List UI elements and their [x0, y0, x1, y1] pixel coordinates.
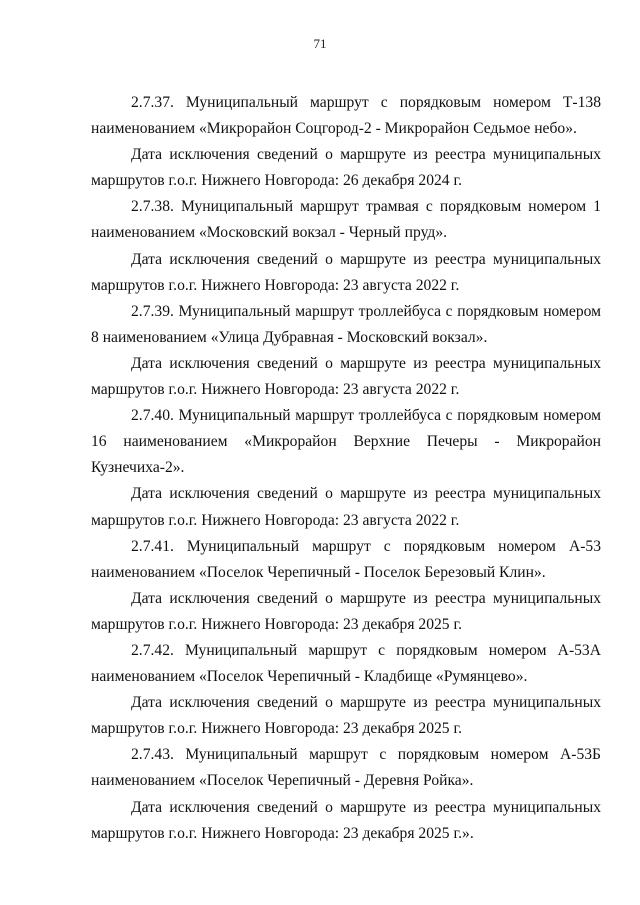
document-body	[91, 90, 601, 847]
exclusion-date: Дата исключения сведений о маршруте из реестра муниципальных маршрутов г.о.г. Нижнего Новгорода: 23 декабря 2025 г.	[91, 694, 601, 738]
exclusion-date: Дата исключения сведений о маршруте из реестра муниципальных маршрутов г.о.г. Нижнего Новгорода: 23 декабря 2025 г.	[91, 589, 601, 633]
route-entry-2-7-41	[91, 534, 601, 638]
route-description: 2.7.38. Муниципальный маршрут трамвая с порядковым номером 1 наименованием «Московский вокзал - Черный пруд».	[91, 198, 601, 242]
route-description: 2.7.43. Муниципальный маршрут с порядковым номером А-53Б наименованием «Поселок Черепичный - Деревня Ройка».	[91, 746, 601, 790]
route-description: 2.7.42. Муниципальный маршрут с порядковым номером А-53А наименованием «Поселок Черепичный - Кладбище «Румянцево».	[91, 641, 601, 686]
exclusion-date: Дата исключения сведений о маршруте из реестра муниципальных маршрутов г.о.г. Нижнего Новгорода: 23 августа 2022 г.	[91, 354, 601, 399]
route-description: 2.7.40. Муниципальный маршрут троллейбуса с порядковым номером 16 наименованием «Микрорайон Верхние Печеры - Микрорайон Кузнечиха-2».	[91, 407, 601, 477]
route-entry-2-7-42	[91, 638, 601, 742]
exclusion-date: Дата исключения сведений о маршруте из реестра муниципальных маршрутов г.о.г. Нижнего Новгорода: 26 декабря 2024 г.	[91, 146, 601, 190]
exclusion-date: Дата исключения сведений о маршруте из реестра муниципальных маршрутов г.о.г. Нижнего Новгорода: 23 августа 2022 г.	[91, 250, 601, 294]
exclusion-date: Дата исключения сведений о маршруте из реестра муниципальных маршрутов г.о.г. Нижнего Новгорода: 23 августа 2022 г.	[91, 485, 601, 529]
route-description: 2.7.39. Муниципальный маршрут троллейбуса с порядковым номером 8 наименованием «Улица Дубравная - Московский вокзал».	[91, 302, 601, 346]
route-description: 2.7.41. Муниципальный маршрут с порядковым номером А-53 наименованием «Поселок Черепичный - Поселок Березовый Клин».	[91, 537, 601, 581]
route-entry-2-7-39	[91, 299, 601, 403]
route-description: 2.7.37. Муниципальный маршрут с порядковым номером Т-138 наименованием «Микрорайон Соцгород-2 - Микрорайон Седьмое небо».	[91, 94, 601, 138]
page-number: 71	[313, 36, 327, 51]
route-entry-2-7-43	[91, 742, 601, 846]
route-entry-2-7-40	[91, 403, 601, 533]
exclusion-date: Дата исключения сведений о маршруте из реестра муниципальных маршрутов г.о.г. Нижнего Новгорода: 23 декабря 2025 г.».	[91, 798, 601, 842]
route-entry-2-7-38	[91, 194, 601, 298]
route-entry-2-7-37	[91, 90, 601, 194]
